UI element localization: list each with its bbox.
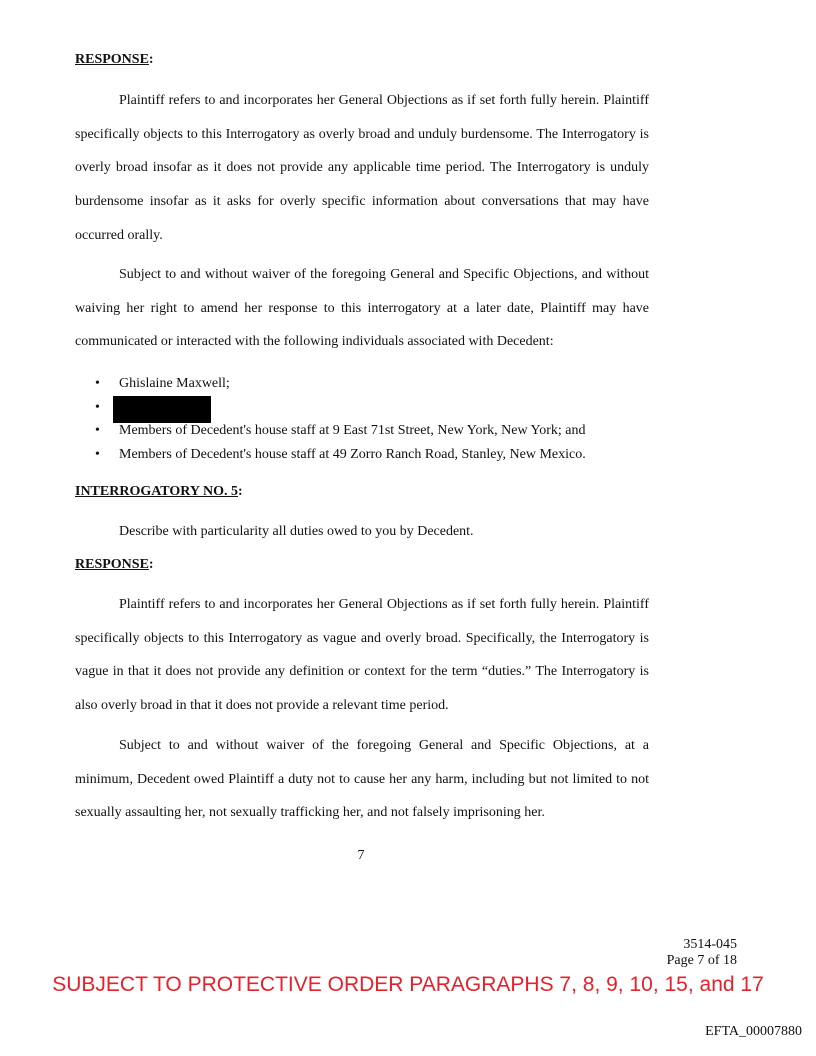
bullet-icon: • [95, 423, 100, 438]
response-heading: RESPONSE: [75, 557, 154, 572]
list-item-text: Members of Decedent's house staff at 9 East 71st Street, New York, New York; and [119, 423, 586, 438]
bullet-icon: • [95, 446, 100, 462]
response-paragraph [75, 258, 649, 359]
interrogatory-heading-text: INTERROGATORY NO. 5 [75, 484, 238, 499]
response-heading-text: RESPONSE [75, 557, 149, 572]
response-paragraph-text: Plaintiff refers to and incorporates her General Objections as if set forth fully herein. Plaintiff specifically objects to this Interrogatory as overly broad and unduly burdensome. The Interrogatory is overly broad insofar as it does not provide any applicable time period. The Interrogatory is unduly burdensome insofar as it asks for overly specific information about conversations that may have occurred orally. [75, 93, 649, 243]
response-paragraph [75, 84, 649, 253]
page-number: 7 [357, 848, 365, 863]
bullet-icon: • [95, 376, 100, 391]
response-paragraph [75, 729, 649, 830]
interrogatory-heading: INTERROGATORY NO. 5: [75, 484, 243, 499]
response-paragraph-text: Subject to and without waiver of the foregoing General and Specific Objections, and without waiving her right to amend her response to this interrogatory at a later date, Plaintiff may have communicated or interacted with the following individuals associated with Decedent: [75, 267, 649, 350]
list-item [75, 372, 586, 396]
response-paragraph-text: Subject to and without waiver of the foregoing General and Specific Objections, at a minimum, Decedent owed Plaintiff a duty not to cause her any harm, including but not limited to not sexually assaulting her, not sexually trafficking her, and not falsely imprisoning her. [75, 738, 649, 821]
list-item [75, 443, 586, 467]
page-of: Page 7 of 18 [666, 953, 737, 968]
list-item-text: Ghislaine Maxwell; [119, 376, 230, 391]
response-paragraph-text: Plaintiff refers to and incorporates her General Objections as if set forth fully herein. Plaintiff specifically objects to this Interrogatory as vague and overly broad. Specifically, the Interrogatory is vague in that it does not provide any definition or context for the term “duties.” The Interrogatory is also overly broad in that it does not provide a relevant time period. [75, 597, 649, 714]
bates-number: EFTA_00007880 [705, 1024, 802, 1039]
bullet-icon: • [95, 399, 100, 415]
list-item-text: Members of Decedent's house staff at 49 Zorro Ranch Road, Stanley, New Mexico. [119, 446, 586, 462]
document-reference [667, 937, 737, 969]
protective-order-notice: SUBJECT TO PROTECTIVE ORDER PARAGRAPHS 7, 8, 9, 10, 15, and 17 [52, 973, 764, 996]
individuals-list [75, 372, 586, 466]
response-heading: RESPONSE: [75, 52, 154, 67]
doc-ref: 3514-045 [683, 937, 737, 952]
response-paragraph [75, 588, 649, 723]
response-heading-text: RESPONSE [75, 52, 149, 67]
list-item [75, 419, 586, 443]
interrogatory-text: Describe with particularity all duties owed to you by Decedent. [119, 524, 474, 539]
list-item [75, 396, 586, 420]
